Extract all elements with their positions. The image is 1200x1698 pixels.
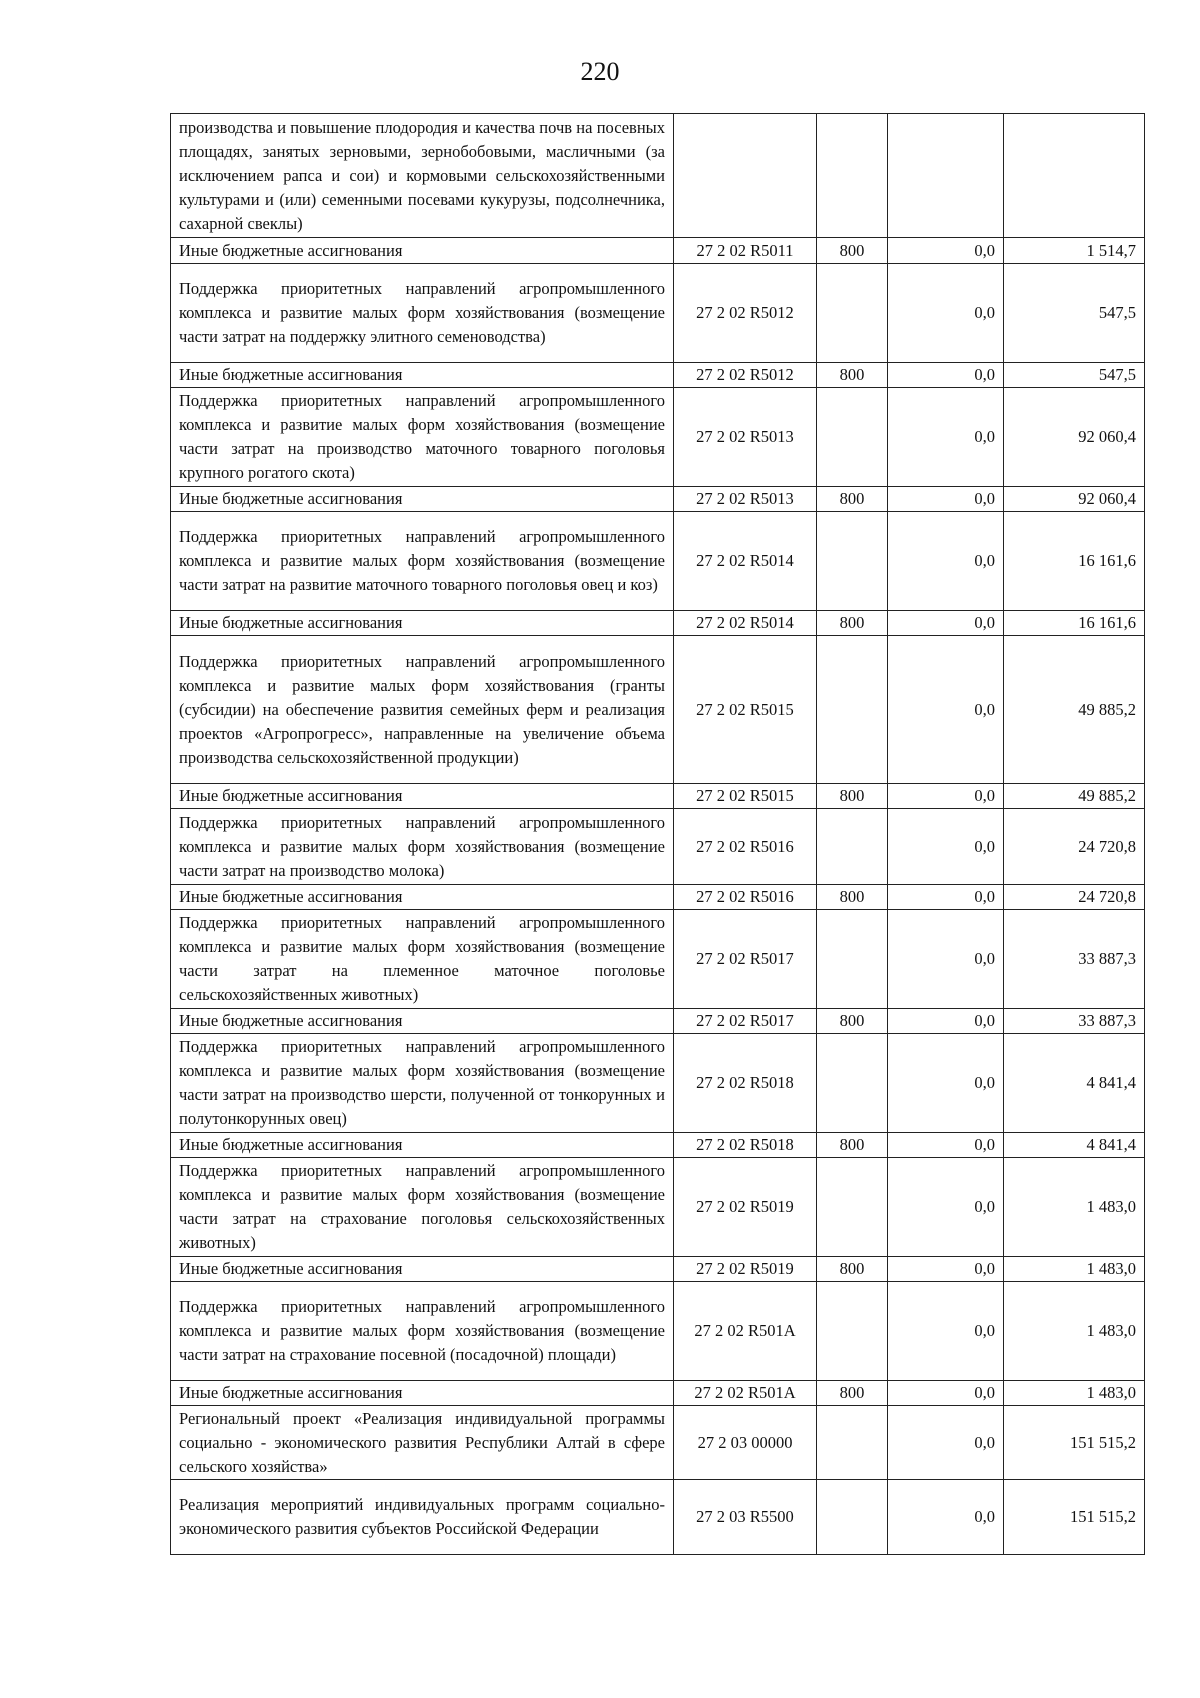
row-name: Поддержка приоритетных направлений агропромышленного комплекса и развитие малых форм хозяйствования (гранты (субсидии) на обеспечение развития семейных ферм и реализация проектов «Агропрогресс», направленные на увеличение объема производства сельскохозяйственной продукции) — [171, 636, 674, 784]
row-name: Иные бюджетные ассигнования — [171, 784, 674, 809]
row-value-1: 0,0 — [888, 1009, 1004, 1034]
row-name: Иные бюджетные ассигнования — [171, 1257, 674, 1282]
table-row — [171, 1381, 1145, 1406]
row-value-2: 49 885,2 — [1004, 784, 1145, 809]
row-name: Иные бюджетные ассигнования — [171, 487, 674, 512]
row-code: 27 2 02 R5016 — [674, 809, 817, 885]
row-name: Иные бюджетные ассигнования — [171, 611, 674, 636]
row-name: Иные бюджетные ассигнования — [171, 885, 674, 910]
row-expense-type: 800 — [817, 1009, 888, 1034]
table-row — [171, 885, 1145, 910]
row-value-2: 4 841,4 — [1004, 1133, 1145, 1158]
row-value-1: 0,0 — [888, 885, 1004, 910]
row-name: Поддержка приоритетных направлений агропромышленного комплекса и развитие малых форм хозяйствования (возмещение части затрат на производство молока) — [171, 809, 674, 885]
row-code: 27 2 02 R501A — [674, 1282, 817, 1381]
row-value-1: 0,0 — [888, 636, 1004, 784]
row-name: Иные бюджетные ассигнования — [171, 363, 674, 388]
row-code: 27 2 03 R5500 — [674, 1480, 817, 1555]
table-row — [171, 910, 1145, 1009]
budget-table-body — [171, 114, 1145, 1555]
row-value-1: 0,0 — [888, 512, 1004, 611]
table-row — [171, 809, 1145, 885]
row-value-2: 92 060,4 — [1004, 388, 1145, 487]
row-value-2: 33 887,3 — [1004, 910, 1145, 1009]
row-value-2: 151 515,2 — [1004, 1406, 1145, 1480]
row-code: 27 2 02 R5015 — [674, 784, 817, 809]
row-value-2: 547,5 — [1004, 363, 1145, 388]
table-row — [171, 238, 1145, 264]
table-row — [171, 264, 1145, 363]
row-name: Поддержка приоритетных направлений агропромышленного комплекса и развитие малых форм хозяйствования (возмещение части затрат на страхование поголовья сельскохозяйственных животных) — [171, 1158, 674, 1257]
row-expense-type — [817, 114, 888, 238]
table-row — [171, 114, 1145, 238]
row-code: 27 2 02 R5014 — [674, 611, 817, 636]
row-code: 27 2 02 R5011 — [674, 238, 817, 264]
row-code: 27 2 02 R5018 — [674, 1034, 817, 1133]
row-expense-type: 800 — [817, 1133, 888, 1158]
row-name: Поддержка приоритетных направлений агропромышленного комплекса и развитие малых форм хозяйствования (возмещение части затрат на производство шерсти, полученной от тонкорунных и полутонкорунных овец) — [171, 1034, 674, 1133]
row-code: 27 2 02 R5012 — [674, 363, 817, 388]
table-row — [171, 388, 1145, 487]
row-value-2: 547,5 — [1004, 264, 1145, 363]
table-row — [171, 1406, 1145, 1480]
row-code: 27 2 02 R5014 — [674, 512, 817, 611]
row-value-2: 1 483,0 — [1004, 1257, 1145, 1282]
row-code: 27 2 02 R5017 — [674, 910, 817, 1009]
row-code: 27 2 02 R5015 — [674, 636, 817, 784]
row-value-1: 0,0 — [888, 910, 1004, 1009]
row-value-2: 1 514,7 — [1004, 238, 1145, 264]
table-row — [171, 512, 1145, 611]
row-expense-type — [817, 809, 888, 885]
row-value-2: 16 161,6 — [1004, 611, 1145, 636]
row-expense-type — [817, 1158, 888, 1257]
row-expense-type: 800 — [817, 784, 888, 809]
row-value-1: 0,0 — [888, 1133, 1004, 1158]
row-code: 27 2 02 R5017 — [674, 1009, 817, 1034]
row-expense-type: 800 — [817, 611, 888, 636]
row-value-2: 1 483,0 — [1004, 1381, 1145, 1406]
row-expense-type — [817, 388, 888, 487]
row-expense-type: 800 — [817, 1257, 888, 1282]
row-value-1: 0,0 — [888, 1282, 1004, 1381]
row-value-2: 49 885,2 — [1004, 636, 1145, 784]
row-value-2: 1 483,0 — [1004, 1282, 1145, 1381]
row-code: 27 2 02 R5013 — [674, 487, 817, 512]
row-value-2: 33 887,3 — [1004, 1009, 1145, 1034]
table-row — [171, 636, 1145, 784]
budget-table — [170, 113, 1145, 1555]
row-expense-type: 800 — [817, 238, 888, 264]
row-value-1: 0,0 — [888, 264, 1004, 363]
table-row — [171, 1282, 1145, 1381]
row-value-1: 0,0 — [888, 1381, 1004, 1406]
row-name: Поддержка приоритетных направлений агропромышленного комплекса и развитие малых форм хозяйствования (возмещение части затрат на страхование посевной (посадочной) площади) — [171, 1282, 674, 1381]
row-value-2: 24 720,8 — [1004, 885, 1145, 910]
row-name: Иные бюджетные ассигнования — [171, 238, 674, 264]
row-value-1: 0,0 — [888, 1406, 1004, 1480]
table-row — [171, 1009, 1145, 1034]
row-value-1: 0,0 — [888, 1257, 1004, 1282]
row-expense-type — [817, 512, 888, 611]
row-expense-type — [817, 1406, 888, 1480]
row-expense-type: 800 — [817, 1381, 888, 1406]
row-name: Иные бюджетные ассигнования — [171, 1381, 674, 1406]
row-code: 27 2 02 R5012 — [674, 264, 817, 363]
row-name: Иные бюджетные ассигнования — [171, 1009, 674, 1034]
row-name: Поддержка приоритетных направлений агропромышленного комплекса и развитие малых форм хозяйствования (возмещение части затрат на производство маточного товарного поголовья крупного рогатого скота) — [171, 388, 674, 487]
row-code: 27 2 02 R5019 — [674, 1158, 817, 1257]
row-expense-type — [817, 1282, 888, 1381]
row-code: 27 2 02 R5018 — [674, 1133, 817, 1158]
table-row — [171, 611, 1145, 636]
row-code: 27 2 02 R5016 — [674, 885, 817, 910]
row-value-1 — [888, 114, 1004, 238]
row-name: Иные бюджетные ассигнования — [171, 1133, 674, 1158]
row-value-1: 0,0 — [888, 1034, 1004, 1133]
row-name: Поддержка приоритетных направлений агропромышленного комплекса и развитие малых форм хозяйствования (возмещение части затрат на племенное маточное поголовье сельскохозяйственных животных) — [171, 910, 674, 1009]
row-value-1: 0,0 — [888, 809, 1004, 885]
row-value-1: 0,0 — [888, 784, 1004, 809]
row-code: 27 2 02 R5013 — [674, 388, 817, 487]
table-row — [171, 784, 1145, 809]
row-value-2: 92 060,4 — [1004, 487, 1145, 512]
row-value-2: 16 161,6 — [1004, 512, 1145, 611]
row-value-1: 0,0 — [888, 363, 1004, 388]
row-value-2: 4 841,4 — [1004, 1034, 1145, 1133]
row-value-1: 0,0 — [888, 487, 1004, 512]
row-value-2: 151 515,2 — [1004, 1480, 1145, 1555]
row-code — [674, 114, 817, 238]
row-code: 27 2 02 R501A — [674, 1381, 817, 1406]
row-expense-type: 800 — [817, 363, 888, 388]
row-value-2: 1 483,0 — [1004, 1158, 1145, 1257]
row-value-1: 0,0 — [888, 388, 1004, 487]
page-number: 220 — [580, 57, 620, 86]
row-code: 27 2 02 R5019 — [674, 1257, 817, 1282]
row-value-1: 0,0 — [888, 238, 1004, 264]
table-row — [171, 487, 1145, 512]
table-row — [171, 1158, 1145, 1257]
row-value-1: 0,0 — [888, 611, 1004, 636]
table-row — [171, 363, 1145, 388]
table-row — [171, 1257, 1145, 1282]
row-value-1: 0,0 — [888, 1480, 1004, 1555]
row-value-2 — [1004, 114, 1145, 238]
table-row — [171, 1034, 1145, 1133]
table-row — [171, 1480, 1145, 1555]
table-row — [171, 1133, 1145, 1158]
row-expense-type — [817, 1034, 888, 1133]
row-expense-type: 800 — [817, 885, 888, 910]
row-expense-type: 800 — [817, 487, 888, 512]
row-expense-type — [817, 264, 888, 363]
row-name: Реализация мероприятий индивидуальных программ социально-экономического развития субъектов Российской Федерации — [171, 1480, 674, 1555]
row-value-2: 24 720,8 — [1004, 809, 1145, 885]
row-value-1: 0,0 — [888, 1158, 1004, 1257]
row-expense-type — [817, 910, 888, 1009]
row-name: производства и повышение плодородия и качества почв на посевных площадях, занятых зерновыми, зернобобовыми, масличными (за исключением рапса и сои) и кормовыми сельскохозяйственными культурами и (или) семенными посевами кукурузы, подсолнечника, сахарной свеклы) — [171, 114, 674, 238]
row-code: 27 2 03 00000 — [674, 1406, 817, 1480]
row-expense-type — [817, 636, 888, 784]
row-name: Поддержка приоритетных направлений агропромышленного комплекса и развитие малых форм хозяйствования (возмещение части затрат на развитие маточного товарного поголовья овец и коз) — [171, 512, 674, 611]
row-name: Региональный проект «Реализация индивидуальной программы социально - экономического развития Республики Алтай в сфере сельского хозяйства» — [171, 1406, 674, 1480]
row-name: Поддержка приоритетных направлений агропромышленного комплекса и развитие малых форм хозяйствования (возмещение части затрат на поддержку элитного семеноводства) — [171, 264, 674, 363]
row-expense-type — [817, 1480, 888, 1555]
